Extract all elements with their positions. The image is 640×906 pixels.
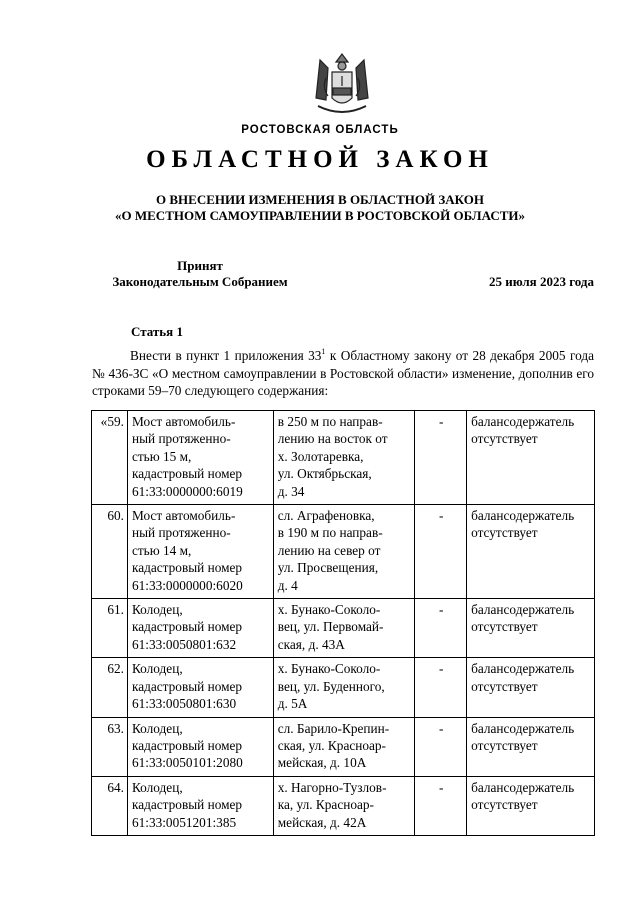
address-cell-line: в 250 м по направ-	[277, 414, 383, 429]
table-row	[92, 411, 595, 505]
object-cell-line: кадастровый номер	[131, 619, 243, 635]
row-number: «59.	[92, 411, 128, 505]
address-cell-line: ская, д. 43А	[277, 636, 345, 652]
adoption-line1: Принят	[177, 258, 223, 273]
article-text-b: к Областному закону от 28 декабря 2005 года № 436-ЗС «О местном самоуправлении в Ростовской области» изменение, дополнив его строками 59–70 следующего содержания:	[92, 348, 594, 398]
object-cell-line: Колодец,	[131, 779, 183, 795]
article-text-a: Внести в пункт 1 приложения 33	[130, 348, 322, 363]
dash-cell: -	[415, 599, 467, 658]
address-cell-line: х. Нагорно-Тузлов-	[277, 779, 387, 795]
law-subtitle-line1: О ВНЕСЕНИИ ИЗМЕНЕНИЯ В ОБЛАСТНОЙ ЗАКОН	[156, 192, 484, 207]
table-row	[92, 658, 595, 717]
row-number: 63.	[92, 717, 128, 776]
row-number: 64.	[92, 776, 128, 835]
object-cell-line: 61:33:0050801:632	[131, 636, 237, 652]
object-cell-line: Мост автомобиль-	[131, 414, 236, 429]
holder-cell	[467, 505, 595, 599]
table-row	[92, 717, 595, 776]
address-cell-line: в 190 м по направ-	[277, 525, 383, 541]
holder-cell-line: отсутствует	[471, 678, 538, 694]
address-cell-line: вец, ул. Первомай-	[277, 619, 384, 635]
address-cell-line: х. Бунако-Соколо-	[277, 661, 381, 677]
address-cell-line: мейская, д. 42А	[277, 814, 367, 830]
holder-cell	[467, 599, 595, 658]
adoption-block	[80, 258, 320, 290]
object-cell-line: ный протяженно-	[131, 525, 231, 541]
address-cell-line: вец, ул. Буденного,	[277, 678, 385, 694]
object-cell-line: Колодец,	[131, 602, 183, 618]
object-cell-line: ный протяженно-	[131, 431, 231, 447]
holder-cell-line: балансодержатель	[471, 779, 575, 795]
law-subtitle	[0, 192, 640, 224]
amendment-table	[91, 410, 595, 836]
address-cell-line: мейская, д. 10А	[277, 755, 367, 771]
object-cell	[127, 658, 273, 717]
address-cell-line: лению на север от	[277, 542, 381, 558]
address-cell	[273, 411, 415, 505]
address-cell-line: сл. Барило-Крепин-	[277, 720, 390, 736]
dash-cell: -	[415, 717, 467, 776]
address-cell-line: ул. Октябрьская,	[277, 466, 372, 482]
row-number: 61.	[92, 599, 128, 658]
address-cell	[273, 717, 415, 776]
address-cell-line: х. Бунако-Соколо-	[277, 602, 381, 618]
adoption-line2: Законодательным Собранием	[112, 274, 288, 289]
table-row	[92, 505, 595, 599]
article-text	[92, 347, 594, 400]
table-row	[92, 776, 595, 835]
object-cell-line: 61:33:0000000:6019	[131, 483, 243, 499]
address-cell-line: х. Золотаревка,	[277, 448, 364, 464]
object-cell-line: кадастровый номер	[131, 737, 243, 753]
address-cell	[273, 776, 415, 835]
address-cell-line: д. 34	[277, 483, 305, 499]
address-cell-line: ская, ул. Красноар-	[277, 737, 386, 753]
object-cell	[127, 411, 273, 505]
address-cell-line: лению на восток от	[277, 431, 388, 447]
holder-cell-line: балансодержатель	[471, 508, 575, 524]
address-cell	[273, 658, 415, 717]
dash-cell: -	[415, 776, 467, 835]
holder-cell	[467, 411, 595, 505]
holder-cell-line: балансодержатель	[471, 661, 575, 677]
holder-cell-line: отсутствует	[471, 797, 538, 813]
object-cell-line: Мост автомобиль-	[131, 508, 236, 524]
address-cell-line: д. 4	[277, 577, 298, 593]
article-title: Статья 1	[131, 324, 183, 339]
object-cell	[127, 505, 273, 599]
object-cell	[127, 599, 273, 658]
object-cell	[127, 776, 273, 835]
holder-cell	[467, 658, 595, 717]
article-sup: 1	[321, 347, 326, 356]
row-number: 60.	[92, 505, 128, 599]
law-subtitle-line2: «О МЕСТНОМ САМОУПРАВЛЕНИИ В РОСТОВСКОЙ ОБЛАСТИ»	[115, 208, 525, 223]
region-name: РОСТОВСКАЯ ОБЛАСТЬ	[241, 124, 399, 136]
row-number: 62.	[92, 658, 128, 717]
address-cell-line: ул. Просвещения,	[277, 560, 379, 576]
object-cell	[127, 717, 273, 776]
object-cell-line: 61:33:0050101:2080	[131, 755, 243, 771]
object-cell-line: кадастровый номер	[131, 797, 243, 813]
object-cell-line: 61:33:0051201:385	[131, 814, 237, 830]
dash-cell: -	[415, 411, 467, 505]
holder-cell-line: балансодержатель	[471, 602, 575, 618]
address-cell-line: сл. Аграфеновка,	[277, 508, 375, 524]
holder-cell-line: балансодержатель	[471, 720, 575, 736]
holder-cell	[467, 776, 595, 835]
holder-cell-line: балансодержатель	[471, 414, 575, 429]
object-cell-line: кадастровый номер	[131, 678, 243, 694]
object-cell-line: Колодец,	[131, 720, 183, 736]
object-cell-line: стью 14 м,	[131, 542, 192, 558]
adoption-date: 25 июля 2023 года	[489, 274, 594, 289]
table-row	[92, 599, 595, 658]
article-paragraph	[92, 347, 594, 400]
object-cell-line: кадастровый номер	[131, 560, 243, 576]
holder-cell-line: отсутствует	[471, 737, 538, 753]
address-cell-line: ка, ул. Красноар-	[277, 797, 374, 813]
coat-of-arms-icon	[306, 48, 378, 120]
holder-cell	[467, 717, 595, 776]
object-cell-line: стью 15 м,	[131, 448, 192, 464]
address-cell-line: д. 5А	[277, 696, 308, 712]
object-cell-line: 61:33:0000000:6020	[131, 577, 243, 593]
holder-cell-line: отсутствует	[471, 525, 538, 541]
object-cell-line: кадастровый номер	[131, 466, 243, 482]
object-cell-line: 61:33:0050801:630	[131, 696, 237, 712]
holder-cell-line: отсутствует	[471, 431, 538, 447]
object-cell-line: Колодец,	[131, 661, 183, 677]
address-cell	[273, 505, 415, 599]
holder-cell-line: отсутствует	[471, 619, 538, 635]
dash-cell: -	[415, 505, 467, 599]
dash-cell: -	[415, 658, 467, 717]
law-title: ОБЛАСТНОЙ ЗАКОН	[146, 146, 494, 173]
address-cell	[273, 599, 415, 658]
